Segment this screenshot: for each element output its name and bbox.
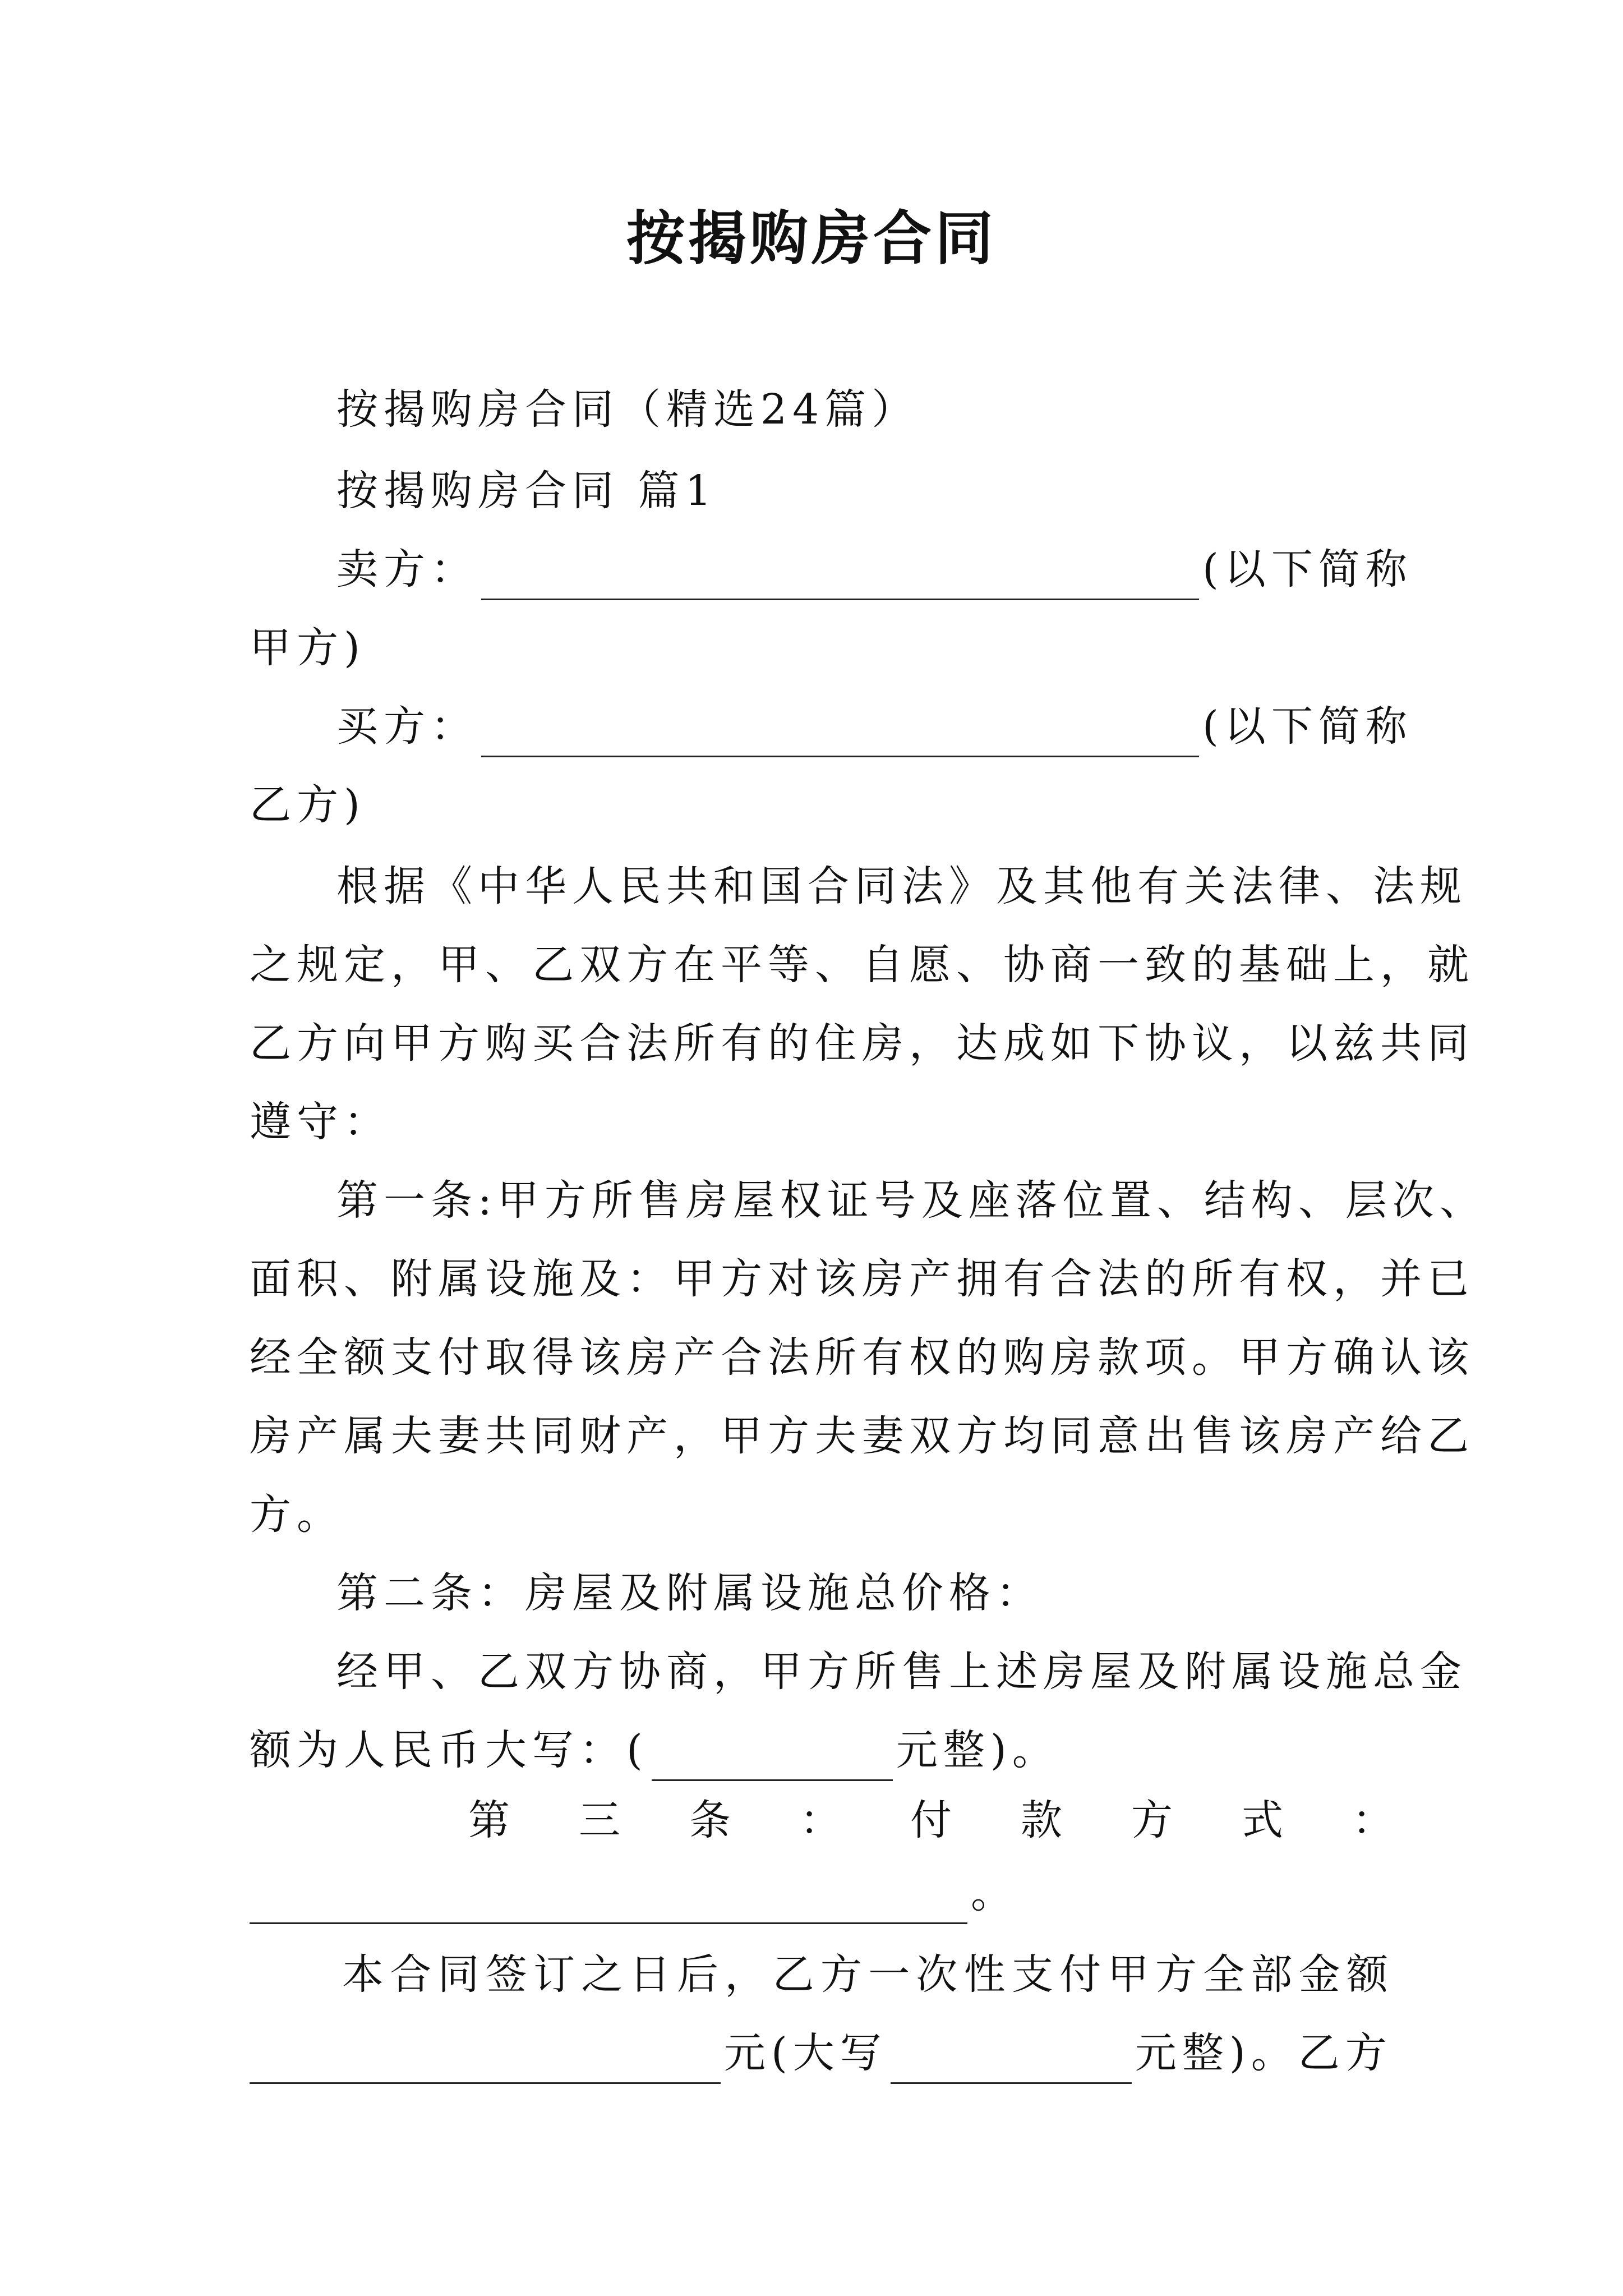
seller-name-blank (481, 555, 1199, 600)
amount-blank (652, 1736, 893, 1781)
payment-method-blank (250, 1879, 967, 1924)
document-title: 按揭购房合同 (626, 204, 997, 273)
payment-line: 本合同签订之日后，乙方一次性支付甲方全部金额 (342, 1950, 1394, 1999)
article1-line: 经全额支付取得该房产合法所有权的购房款项。甲方确认该 (250, 1333, 1474, 1382)
buyer-cont: 乙方) (250, 781, 366, 829)
article2-line: 经甲、乙双方协商，甲方所售上述房屋及附属设施总金 (336, 1648, 1467, 1696)
buyer-suffix: (以下简称 (1202, 702, 1413, 751)
article1-line: 房产属夫妻共同财产，甲方夫妻双方均同意出售该房产给乙 (250, 1412, 1474, 1460)
document-subtitle: 按揭购房合同（精选24篇） (336, 385, 919, 434)
payment-amount-blank (250, 2039, 721, 2084)
payment-zheng: 元整)。乙方 (1135, 2029, 1393, 2077)
payment-words-blank (891, 2039, 1132, 2084)
payment-amount-line (250, 2022, 1394, 2084)
seller-cont: 甲方) (250, 624, 366, 672)
amount-suffix: 元整)。 (896, 1726, 1059, 1774)
section-heading: 按揭购房合同 篇1 (336, 467, 717, 515)
seller-suffix: (以下简称 (1202, 545, 1413, 593)
article1-line: 第一条:甲方所售房屋权证号及座落位置、结构、层次、 (336, 1176, 1487, 1225)
payment-yuan: 元(大写 (724, 2029, 887, 2077)
amount-label: 额为人民币大写：( (250, 1726, 648, 1774)
preamble-line: 遵守： (250, 1098, 391, 1146)
preamble-line: 之规定，甲、乙双方在平等、自愿、协商一致的基础上，就 (250, 941, 1474, 989)
buyer-name-blank (481, 712, 1199, 757)
article2-amount-line (250, 1719, 1394, 1781)
article1-line: 方。 (250, 1490, 344, 1539)
seller-label: 卖方： (336, 545, 478, 593)
article3-blank-line (250, 1862, 1394, 1924)
preamble-line: 乙方向甲方购买合法所有的住房，达成如下协议，以兹共同 (250, 1019, 1474, 1068)
article2-heading: 第二条：房屋及附属设施总价格： (336, 1569, 1043, 1617)
seller-line (250, 539, 1413, 600)
preamble-line: 根据《中华人民共和国合同法》及其他有关法律、法规 (336, 862, 1467, 910)
article1-line: 面积、附属设施及：甲方对该房产拥有合法的所有权，并已 (250, 1255, 1474, 1303)
article3-heading: 第三条：付款方式： (468, 1796, 1394, 1844)
article3-end: 。 (971, 1869, 1018, 1917)
buyer-label: 买方： (336, 702, 478, 751)
buyer-line (250, 696, 1413, 757)
